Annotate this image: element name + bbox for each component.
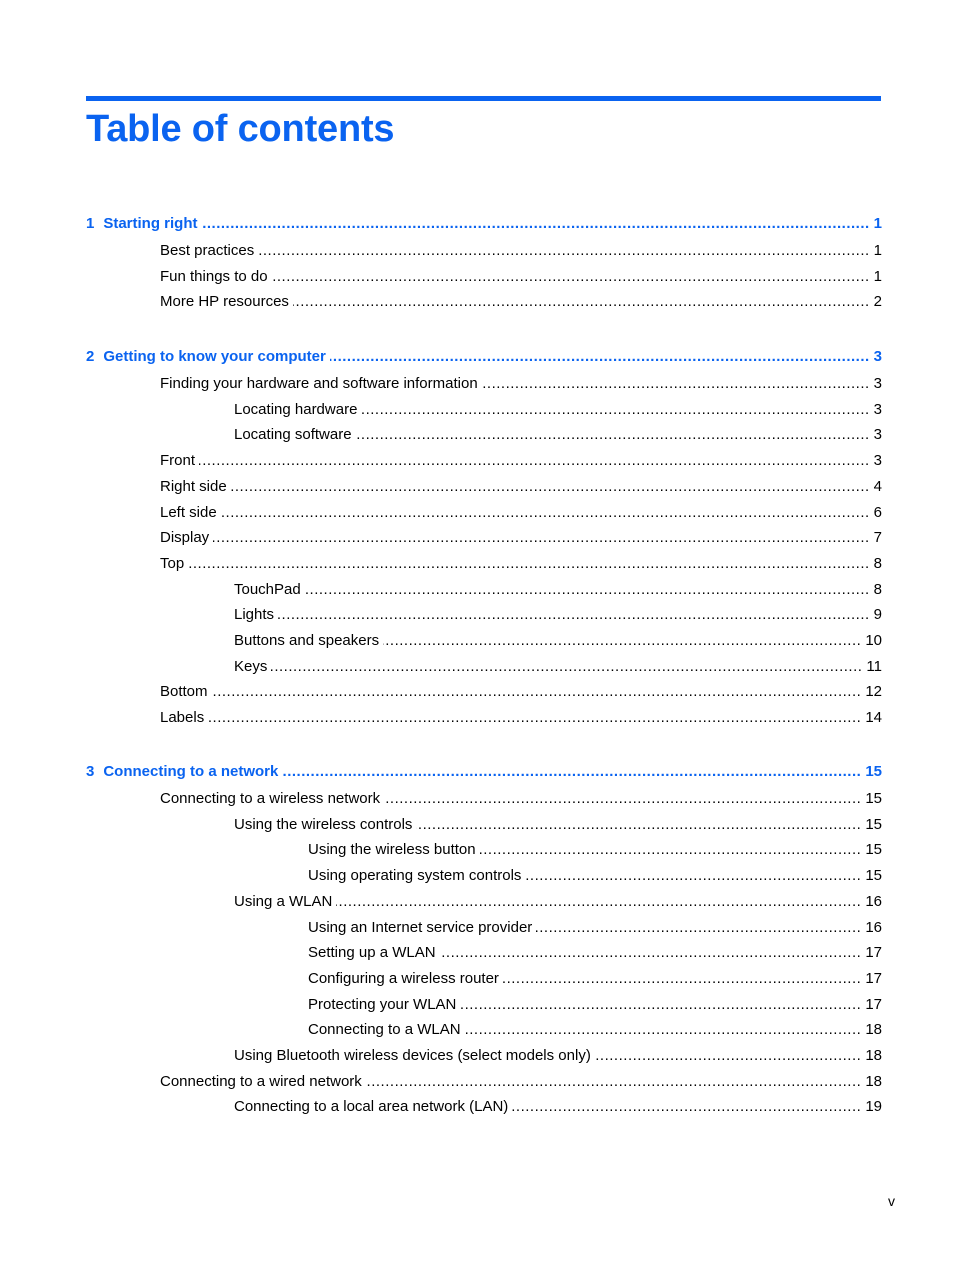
toc-entry[interactable] <box>308 1020 882 1040</box>
toc-dot-leader <box>416 815 861 835</box>
toc-chapter[interactable] <box>86 762 882 782</box>
toc-entry-label: TouchPad <box>234 580 301 598</box>
toc-entry[interactable] <box>234 605 882 625</box>
toc-dot-leader <box>188 554 869 574</box>
toc-entry-label: Labels <box>160 709 205 727</box>
toc-page-number: 2 <box>873 293 882 311</box>
toc-page-number: 8 <box>873 554 882 572</box>
toc-dot-leader <box>512 1097 861 1117</box>
toc-entry[interactable] <box>160 477 882 497</box>
toc-dot-leader <box>525 866 861 886</box>
toc-entry-label: Using the wireless controls <box>234 815 413 833</box>
toc-entry[interactable] <box>308 840 882 860</box>
toc-entry-label: Connecting to a wireless network <box>160 790 381 807</box>
toc-entry-label: Using Bluetooth wireless devices (select models only) <box>234 1047 591 1064</box>
toc-entry[interactable] <box>234 580 882 600</box>
toc-page-number: 11 <box>866 657 882 675</box>
toc-dot-leader <box>330 347 870 367</box>
toc-page-number: 1 <box>873 267 882 285</box>
toc-dot-leader <box>231 477 870 497</box>
toc-dot-leader <box>212 682 862 702</box>
toc-page-number: 15 <box>865 763 882 780</box>
toc-page-number: 1 <box>873 215 882 232</box>
toc-page-number: 7 <box>873 529 882 547</box>
toc-dot-leader <box>278 605 870 625</box>
toc-entry-label: Connecting to a wired network <box>160 1072 362 1090</box>
toc-page-number: 15 <box>865 867 882 885</box>
toc-entry-label: Keys <box>234 657 268 675</box>
toc-dot-leader <box>383 631 861 651</box>
toc-entry[interactable] <box>234 1046 882 1066</box>
toc-entry[interactable] <box>160 241 882 261</box>
toc-entry-label: Getting to know your computer <box>103 348 326 365</box>
footer-page-number: v <box>888 1193 895 1209</box>
toc-dot-leader <box>271 657 862 677</box>
toc-dot-leader <box>366 1072 862 1092</box>
toc-entry[interactable] <box>160 528 882 548</box>
toc-entry-label: Buttons and speakers <box>234 632 380 649</box>
toc-page-number: 18 <box>865 1072 882 1090</box>
toc-dot-leader <box>258 241 869 261</box>
toc-entry-label: Protecting your WLAN <box>308 995 457 1013</box>
toc-chapter[interactable] <box>86 214 882 234</box>
toc-entry-label: Using a WLAN <box>234 892 333 910</box>
toc-page-number: 16 <box>865 918 882 936</box>
toc-chapter-number: 2 <box>86 348 95 365</box>
toc-page-number: 8 <box>873 580 882 598</box>
toc-entry-label: Bottom <box>160 683 208 701</box>
toc-entry-label: Setting up a WLAN <box>308 944 436 962</box>
toc-dot-leader <box>208 708 861 728</box>
toc-dot-leader <box>356 425 870 445</box>
toc-page-number: 14 <box>865 709 882 727</box>
toc-dot-leader <box>503 969 861 989</box>
toc-entry[interactable] <box>160 503 882 523</box>
toc-page-number: 16 <box>865 892 882 910</box>
toc-entry-label: Starting right <box>103 215 198 232</box>
toc-entry-label: Connecting to a network <box>103 763 279 780</box>
toc-entry-label: Right side <box>160 477 227 495</box>
toc-entry-label: Locating hardware <box>234 400 358 418</box>
toc-page-number: 17 <box>865 995 882 1013</box>
toc-entry-label: Fun things to do <box>160 267 268 285</box>
toc-page-number: 6 <box>873 503 882 521</box>
toc-page-number: 17 <box>865 969 882 987</box>
toc-entry[interactable] <box>160 267 882 287</box>
toc-dot-leader <box>282 762 861 782</box>
toc-page-number: 1 <box>873 242 882 259</box>
page-title: Table of contents <box>86 108 395 150</box>
toc-entry[interactable] <box>234 892 882 912</box>
toc-entry[interactable] <box>160 374 882 394</box>
toc-dot-leader <box>199 451 870 471</box>
toc-page-number: 3 <box>873 452 882 470</box>
toc-entry[interactable] <box>308 943 882 963</box>
toc-page-number: 3 <box>873 348 882 365</box>
toc-dot-leader <box>336 892 861 912</box>
toc-dot-leader <box>202 214 870 234</box>
toc-entry[interactable] <box>234 425 882 445</box>
toc-dot-leader <box>213 528 869 548</box>
toc-page-number: 4 <box>873 477 882 495</box>
toc-dot-leader <box>221 503 870 523</box>
toc-dot-leader <box>384 789 861 809</box>
toc-entry[interactable] <box>160 292 882 312</box>
toc-entry[interactable] <box>160 682 882 702</box>
toc-dot-leader <box>460 995 861 1015</box>
toc-entry-label: More HP resources <box>160 293 289 311</box>
toc-page-number: 18 <box>865 1021 882 1039</box>
toc-entry-label: Configuring a wireless router <box>308 969 499 987</box>
toc-entry-label: Front <box>160 452 196 470</box>
toc-page-number: 18 <box>865 1047 882 1064</box>
toc-dot-leader <box>272 267 870 287</box>
toc-entry-label: Locating software <box>234 426 352 444</box>
toc-entry[interactable] <box>234 631 882 651</box>
toc-entry-label: Using the wireless button <box>308 841 476 859</box>
toc-chapter-number: 1 <box>86 215 95 232</box>
toc-entry[interactable] <box>308 969 882 989</box>
toc-page-number: 15 <box>865 790 882 807</box>
toc-dot-leader <box>465 1020 862 1040</box>
toc-entry-label: Top <box>160 554 185 572</box>
toc-dot-leader <box>361 400 869 420</box>
toc-entry-label: Connecting to a WLAN <box>308 1021 461 1039</box>
toc-entry[interactable] <box>308 918 882 938</box>
toc-entry[interactable] <box>234 815 882 835</box>
toc-entry[interactable] <box>160 554 882 574</box>
toc-entry-label: Left side <box>160 503 217 521</box>
toc-entry[interactable] <box>160 451 882 471</box>
toc-page-number: 3 <box>873 426 882 444</box>
toc-dot-leader <box>480 840 862 860</box>
toc-entry[interactable] <box>234 1097 882 1117</box>
toc-chapter[interactable] <box>86 347 882 367</box>
toc-dot-leader <box>536 918 861 938</box>
toc-page-number: 12 <box>865 683 882 701</box>
toc-page-number: 19 <box>865 1098 882 1116</box>
toc-entry[interactable] <box>308 866 882 886</box>
toc-page-number: 15 <box>865 815 882 833</box>
toc-chapter-number: 3 <box>86 763 95 780</box>
toc-page-number: 15 <box>865 841 882 859</box>
toc-page-number: 10 <box>865 632 882 649</box>
toc-page-number: 3 <box>873 400 882 418</box>
toc-entry[interactable] <box>234 400 882 420</box>
toc-dot-leader <box>440 943 862 963</box>
toc-page-number: 3 <box>873 375 882 392</box>
toc-entry-label: Using an Internet service provider <box>308 918 533 936</box>
toc-dot-leader <box>293 292 870 312</box>
toc-entry[interactable] <box>308 995 882 1015</box>
toc-entry-label: Lights <box>234 606 275 624</box>
toc-page-number: 9 <box>873 606 882 624</box>
toc-entry-label: Finding your hardware and software information <box>160 375 478 392</box>
toc-dot-leader <box>595 1046 861 1066</box>
toc-entry[interactable] <box>234 657 882 677</box>
toc-entry[interactable] <box>160 1072 882 1092</box>
toc-entry[interactable] <box>160 789 882 809</box>
toc-entry[interactable] <box>160 708 882 728</box>
toc-entry-label: Using operating system controls <box>308 867 522 885</box>
toc-dot-leader <box>305 580 870 600</box>
toc-page-number: 17 <box>865 944 882 962</box>
toc-dot-leader <box>482 374 870 394</box>
toc-entry-label: Best practices <box>160 242 255 259</box>
toc-entry-label: Connecting to a local area network (LAN) <box>234 1098 509 1116</box>
toc-entry-label: Display <box>160 529 210 547</box>
